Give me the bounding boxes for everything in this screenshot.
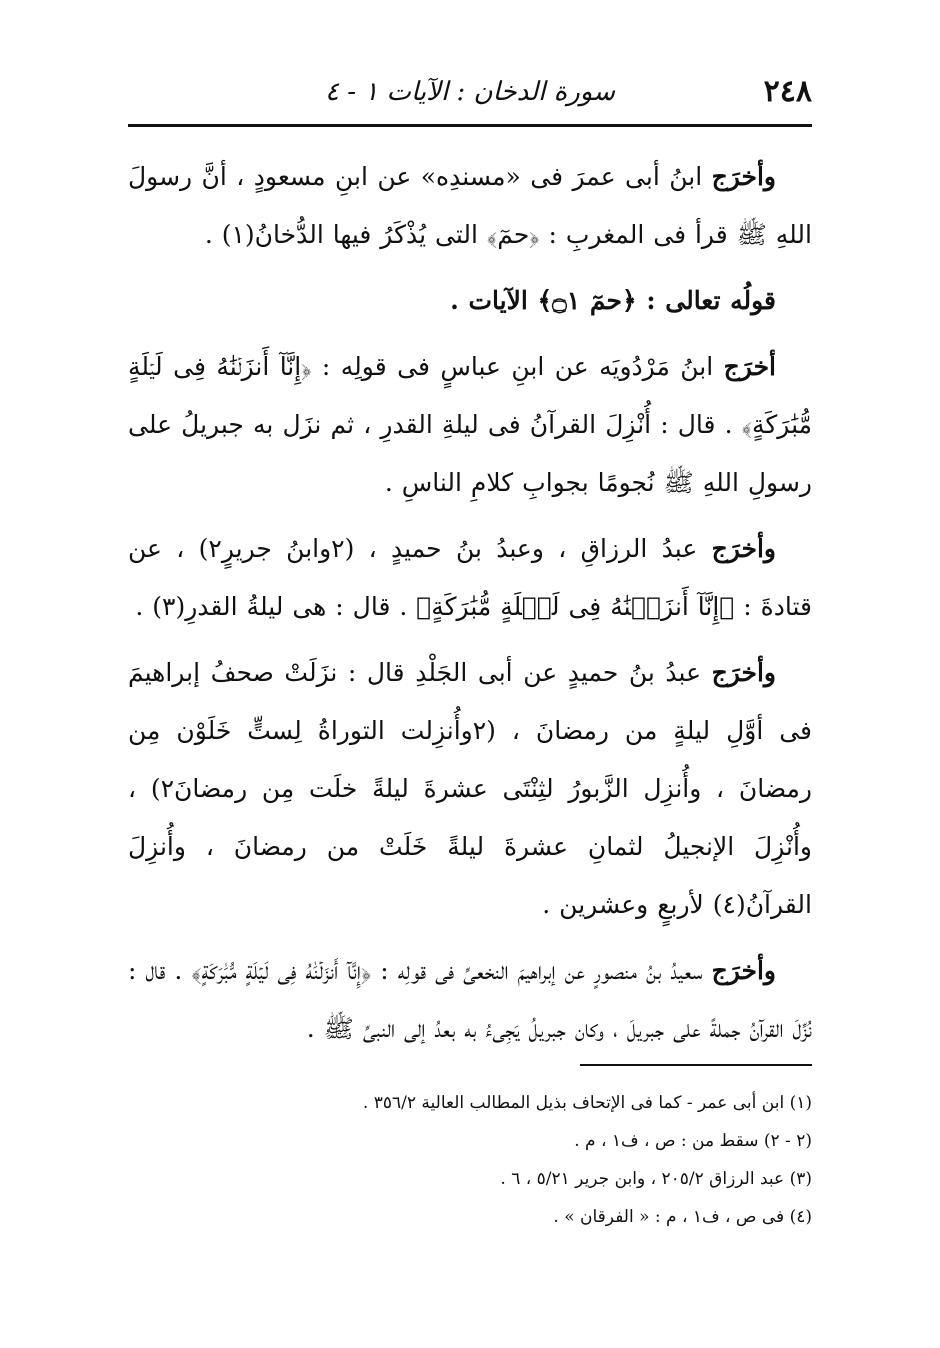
- paragraph-lead: أخرَج: [723, 352, 776, 381]
- paragraph-lead: وأخرَج: [711, 956, 776, 985]
- paragraph: [128, 338, 812, 512]
- footnote: (٢ - ٢) سقط من : ص ، ف١ ، م .: [574, 1131, 812, 1151]
- paragraph-text: ابنُ أبى عمرَ فى «مسندِه» عن ابنِ مسعودٍ ، أنَّ رسولَ اللهِ ﷺ قرأ فى المغربِ : ﴿حمٓ﴾ التى يُذْكَرُ فيها الدُّخانُ(١) .: [128, 162, 812, 249]
- header-rule: [128, 124, 812, 127]
- page-number: ٢٤٨: [763, 74, 812, 109]
- footnote: (٣) عبد الرزاق ٢٠٥/٢ ، وابن جرير ٥/٢١ ، ٦ .: [500, 1169, 812, 1189]
- paragraph: [128, 644, 812, 934]
- paragraph: [128, 942, 812, 1058]
- paragraph-lead: وأخرَج: [711, 534, 776, 563]
- footnotes: [128, 1084, 812, 1236]
- footnote: (٤) فى ص ، ف١ ، م : « الفرقان » .: [553, 1207, 812, 1227]
- page-header: [128, 72, 812, 118]
- paragraph-lead: وأخرَج: [711, 658, 776, 687]
- verse-heading: [128, 272, 812, 330]
- paragraph-lead: وأخرَج: [711, 162, 776, 191]
- footnote-rule: [580, 1064, 812, 1066]
- paragraph: [128, 148, 812, 264]
- paragraph-text: سعيدُ بنُ منصورٍ عن إبراهيمَ النخعىِّ فى قولِه : ﴿إِنَّآ أَنزَلۡنَٰهُ فِى لَيۡلَةٍ مُّبَٰرَكَةٍ﴾ . قال : نُزِّلَ القرآنُ جملةً على جبريلَ ، وكان جبريلُ يَجِىءُ به بعدُ إلى النبىِّ ﷺ .: [128, 956, 812, 1043]
- paragraph: [128, 520, 812, 636]
- paragraph-lead: قولُه تعالى :: [646, 286, 776, 315]
- paragraph-text: عبدُ الرزاقِ ، وعبدُ بنُ حميدٍ ، (٢وابنُ جريرٍ٢) ، عن قتادةَ : ﴿إِنَّآ أَنزَلۡنَٰهُ فِى لَيۡلَةٍ مُّبَٰرَكَةٍ﴾ . قال : هى ليلةُ القدرِ(٣) .: [128, 534, 812, 621]
- paragraph-text: عبدُ بنُ حميدٍ عن أبى الجَلْدِ قال : نزَلَتْ صحفُ إبراهيمَ فى أوَّلِ ليلةٍ من رمضانَ ، (٢وأُنزِلت التوراةُ لِستٍّ خَلَوْن مِن رمضانَ ، وأُنزِل الزَّبورُ لثِنْتَى عشرةَ ليلةً خلَت مِن رمضانَ٢) ، وأُنْزِلَ الإنجيلُ لثمانِ عشرةَ ليلةً خَلَتْ من رمضانَ ، وأُنزِلَ القرآنُ(٤) لأربعٍ وعشرين .: [128, 658, 812, 919]
- paragraph-text: ﴿حمٓ ۝١﴾ الآيات .: [450, 286, 647, 315]
- body-text: [128, 148, 812, 1066]
- running-title: سورة الدخان : الآيات ١ - ٤: [324, 77, 616, 107]
- footnote: (١) ابن أبى عمر - كما فى الإتحاف بذيل المطالب العالية ٣٥٦/٢ .: [362, 1093, 812, 1113]
- paragraph-text: ابنُ مَرْدُويَه عن ابنِ عباسٍ فى قولِه : ﴿إِنَّآ أَنزَلۡنَٰهُ فِى لَيۡلَةٍ مُّبَٰرَكَةٍ﴾ . قال : أُنْزِلَ القرآنُ فى ليلةِ القدرِ ، ثم نزَل به جبريلُ على رسولِ اللهِ ﷺ نُجومًا بجوابِ كلامِ الناسِ .: [128, 352, 812, 497]
